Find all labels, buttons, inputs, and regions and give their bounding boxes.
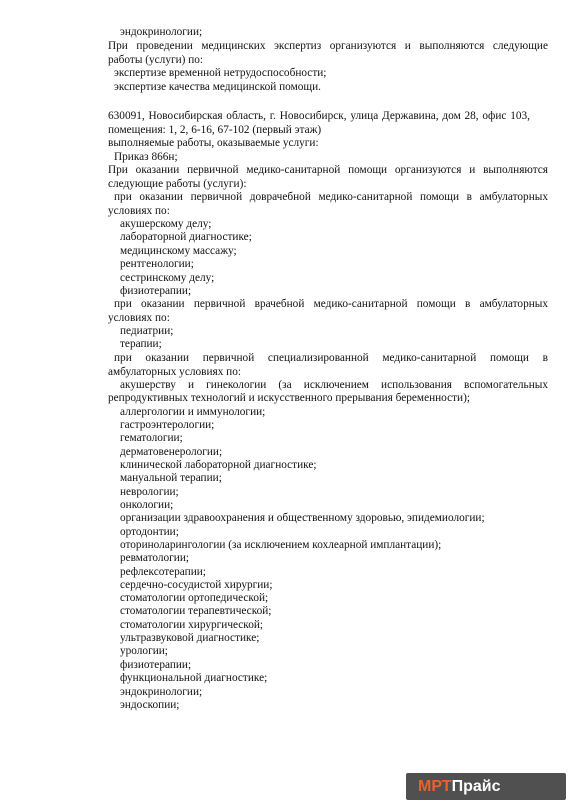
text-line: сестринскому делу; [120,272,215,284]
text-line: терапии; [120,338,162,350]
text-line: урологии; [120,645,168,657]
text-line: организации здравоохранения и общественному здоровью, эпидемиологии; [120,512,485,524]
text-line: при оказании первичной врачебной медико-санитарной помощи в амбулаторных [114,298,548,310]
text-line: при оказании первичной специализированной медико-санитарной помощи в [114,352,548,364]
text-line: выполняемые работы, оказываемые услуги: [108,137,319,149]
text-line: рефлексотерапии; [120,566,206,578]
text-line: рентгенологии; [120,258,194,270]
text-line: ультразвуковой диагностике; [120,632,260,644]
text-line: репродуктивных технологий и искусственного прерывания беременности); [108,392,471,404]
text-line: физиотерапии; [120,659,192,671]
text-line: аллергологии и иммунологии; [120,406,266,418]
text-line: гастроэнтерологии; [120,419,215,431]
text-line: неврологии; [120,486,179,498]
logo-price: Прайс [451,777,501,795]
text-line: мануальной терапии; [120,472,222,484]
text-line: физиотерапии; [120,285,192,297]
text-line: условиях по: [108,205,170,217]
mrtprice-logo [406,773,566,800]
text-line: сердечно-сосудистой хирургии; [120,579,273,591]
text-line: амбулаторных условиях по: [108,366,242,378]
text-line: эндокринологии; [120,686,203,698]
text-line: стоматологии ортопедической; [120,592,269,604]
text-line: эндокринологии; [120,26,203,38]
logo-mrt: МРТ [418,777,452,795]
text-line: дерматовенерологии; [120,446,223,458]
text-line: При оказании первичной медико-санитарной помощи организуются и выполняются [108,164,548,176]
text-line: функциональной диагностике; [120,672,268,684]
text-line: онкологии; [120,499,174,511]
text-line: экспертизе временной нетрудоспособности; [114,67,327,79]
text-line: работы (услуги) по: [108,54,204,66]
text-line: акушерскому делу; [120,218,212,230]
text-line: помещения: 1, 2, 6-16, 67-102 (первый этаж) [108,124,322,136]
text-line: оториноларингологии (за исключением кохлеарной имплантации); [120,539,442,551]
text-line: при оказании первичной доврачебной медико-санитарной помощи в амбулаторных [114,191,548,203]
text-line: медицинскому массажу; [120,245,237,257]
text-line: клинической лабораторной диагностике; [120,459,317,471]
text-line: 630091, Новосибирская область, г. Новосибирск, улица Державина, дом 28, офис 103, [108,110,530,122]
text-line: Приказ 866н; [114,151,178,163]
text-line: ортодонтии; [120,526,179,538]
text-line: экспертизе качества медицинской помощи. [114,81,321,93]
text-line: стоматологии хирургической; [120,619,264,631]
text-line: лабораторной диагностике; [120,231,252,243]
text-line: эндоскопии; [120,699,180,711]
text-line: стоматологии терапевтической; [120,605,272,617]
text-line: гематологии; [120,432,183,444]
text-line: следующие работы (услуги): [108,178,247,190]
text-line: условиях по: [108,312,170,324]
text-line: При проведении медицинских экспертиз организуются и выполняются следующие [108,40,548,52]
text-line: ревматологии; [120,552,190,564]
text-line: педиатрии; [120,325,174,337]
text-line: акушерству и гинекологии (за исключением использования вспомогательных [120,379,548,391]
